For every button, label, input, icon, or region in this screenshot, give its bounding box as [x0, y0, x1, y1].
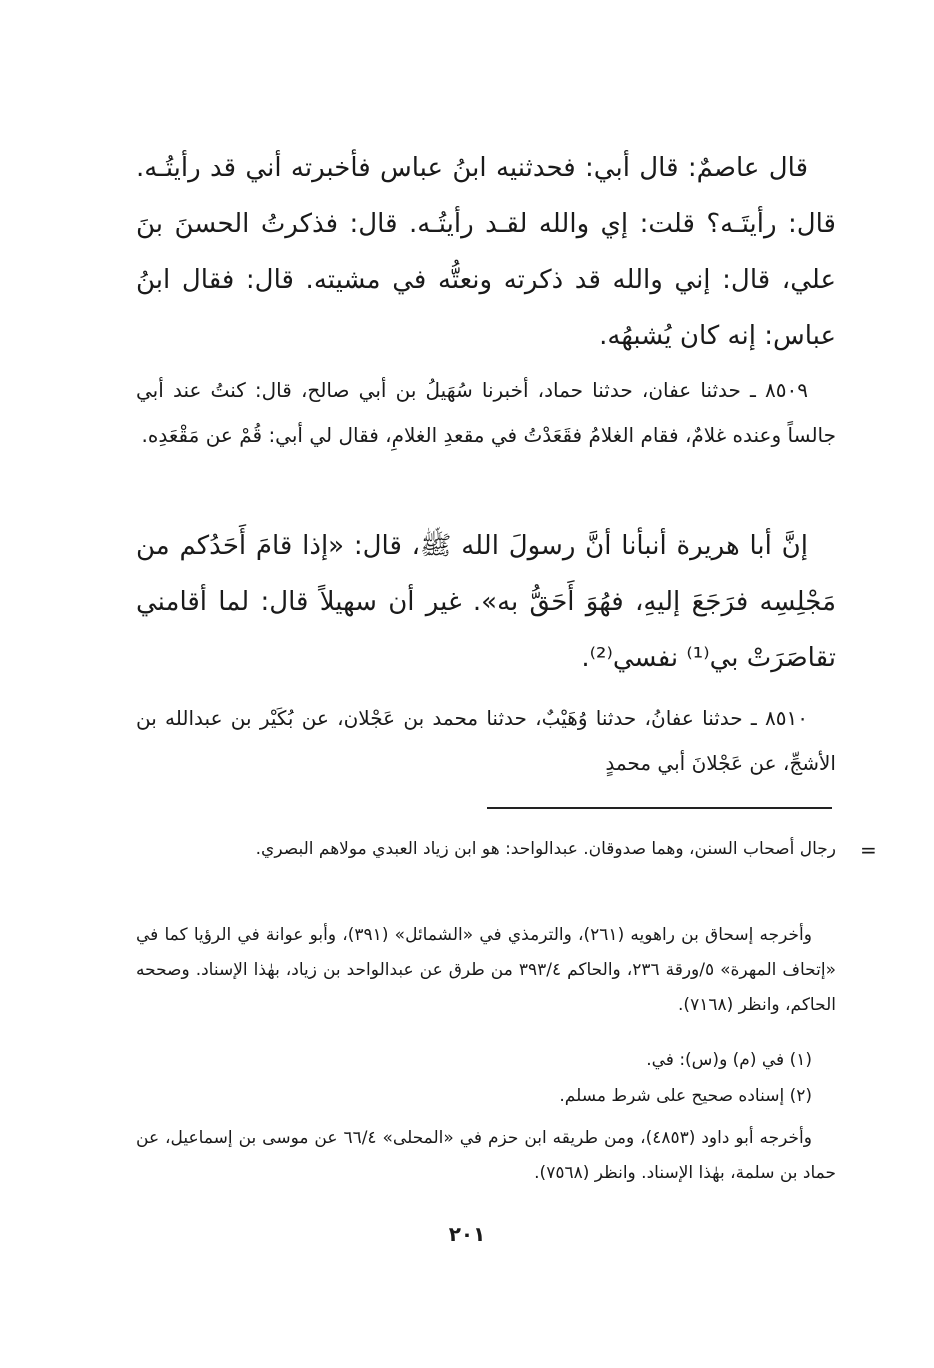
hadith-8510-chain: ٨٥١٠ ـ حدثنا عفانُ، حدثنا وُهَيْبٌ، حدثنا محمد بن عَجْلان، عن بُكَيْر بن عبدالله بن الأشجِّ، عن عَجْلانَ أبي محمدٍ: [136, 706, 836, 775]
footnote-continuation: رجال أصحاب السنن، وهما صدوقان. عبدالواحد: هو ابن زياد العبدي مولاهم البصري.: [255, 839, 836, 859]
footnote-note-1: (١) في (م) و(س): في.: [646, 1050, 812, 1070]
footnote-takhrij-2: وأخرجه أبو داود (٤٨٥٣)، ومن طريقه ابن حزم في «المحلى» ٦٦/٤ عن موسى بن إسماعيل، عن حماد بن سلمة، بهٰذا الإسناد. وانظر (٧٥٦٨).: [136, 1128, 836, 1183]
footnote-note-2: (٢) إسناده صحيح على شرط مسلم.: [559, 1086, 812, 1106]
hadith-8509-chain: ٨٥٠٩ ـ حدثنا عفان، حدثنا حماد، أخبرنا سُهَيلُ بن أبي صالح، قال: كنتُ عند أبي جالساً وعنده غلامٌ، فقام الغلامُ فقَعَدْتُ في مقعدِ الغلامِ، فقال لي أبي: قُمْ عن مَقْعَدِه.: [136, 378, 836, 447]
hadith-8509-text: إنَّ أبا هريرة أنبأنا أنَّ رسولَ الله ﷺ، قال: «إذا قامَ أَحَدُكم من مَجْلِسِه فرَجَعَ إليهِ، فهُوَ أَحَقُّ به». غير أن سهيلاً قال: لما أقامني تقاصَرَتْ بي⁽¹⁾ نفسي⁽²⁾.: [136, 531, 836, 673]
footnote-separator: [487, 807, 832, 809]
main-paragraph-continuation: قال عاصمٌ: قال أبي: فحدثنيه ابنُ عباس فأخبرته أني قد رأيتُـه. قال: رأيتَـه؟ قلت: إي والله لقـد رأيتُـه. قال: فذكرتُ الحسنَ بنَ علي، قال: إني والله قد ذكرته ونعتُّه في مشيته. قال: فقال ابنُ عباس: إنه كان يُشبهُه.: [136, 153, 836, 351]
footnote-continuation-mark: =: [860, 838, 877, 862]
page-number: ٢٠١: [448, 1222, 486, 1246]
footnote-takhrij-1: وأخرجه إسحاق بن راهويه (٢٦١)، والترمذي في «الشمائل» (٣٩١)، وأبو عوانة في الرؤيا كما في «إتحاف المهرة» ٥/ورقة ٢٣٦، والحاكم ٣٩٣/٤ من طرق عن عبدالواحد بن زياد، بهٰذا الإسناد. وصححه الحاكم، وانظر (٧١٦٨).: [136, 925, 836, 1015]
